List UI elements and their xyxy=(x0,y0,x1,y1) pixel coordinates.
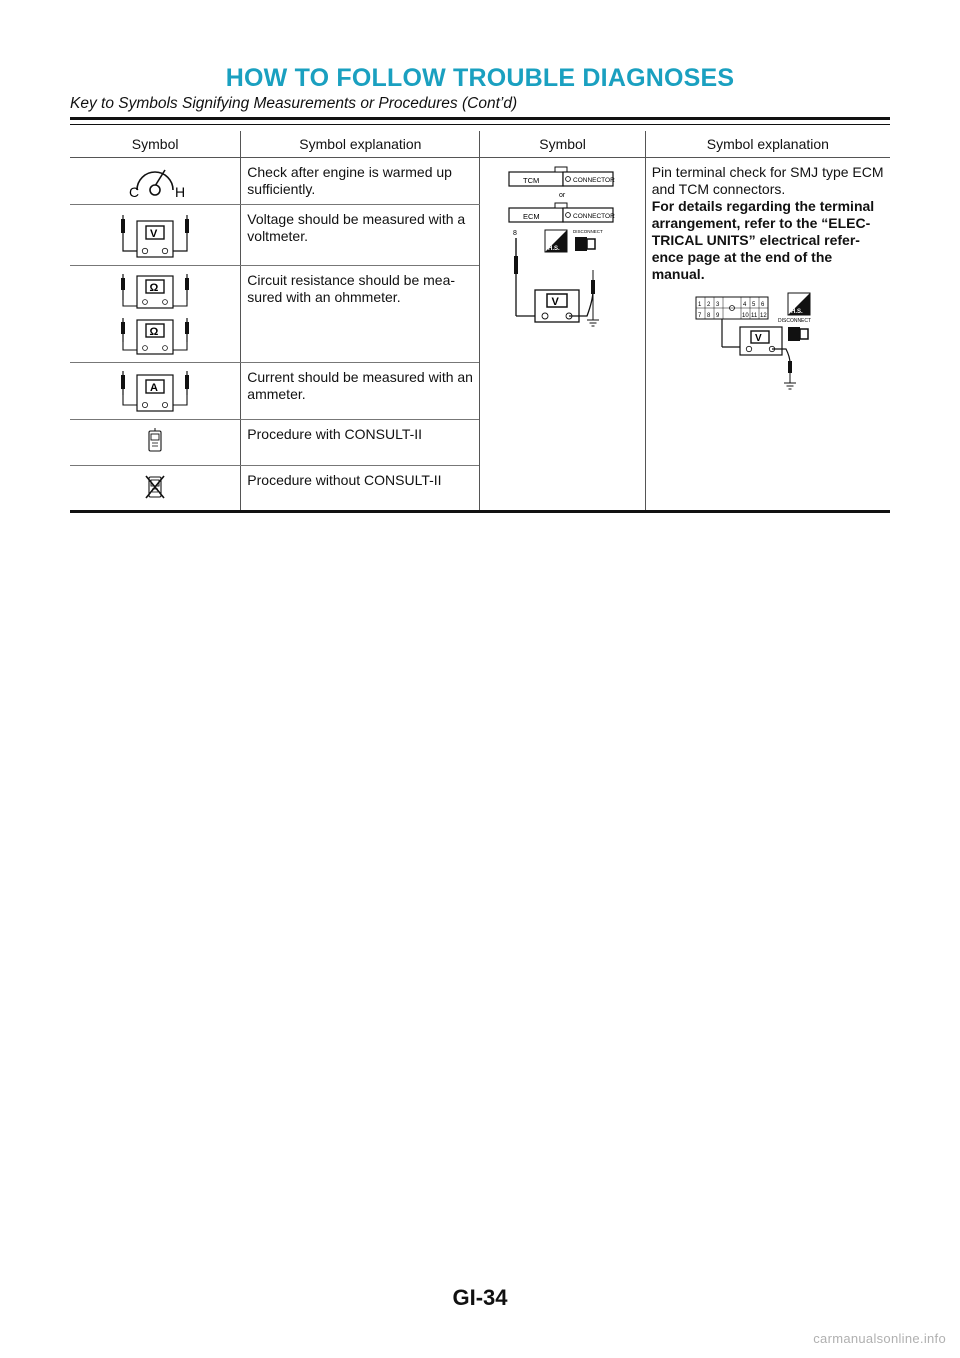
pin-label: 3 xyxy=(715,302,720,308)
explanation-cell: Voltage should be measured with a voltmeter. xyxy=(241,205,480,266)
column-header: Symbol xyxy=(70,131,241,158)
watermark: carmanualsonline.info xyxy=(813,1331,946,1346)
pin-label: 6 xyxy=(760,302,765,308)
pin-terminal-check-icon xyxy=(493,164,633,334)
connector-label: CONNECTOR xyxy=(572,177,615,184)
symbol-cell xyxy=(70,420,241,466)
pin-label: 7 xyxy=(697,313,702,319)
pin-label: 4 xyxy=(742,302,747,308)
disconnect-label: DISCONNECT xyxy=(572,229,603,234)
symbol-cell-pin-terminal xyxy=(480,158,645,512)
meter-letter: V xyxy=(551,296,559,308)
symbols-table xyxy=(70,131,890,513)
no-consult-ii-icon xyxy=(140,472,170,502)
meter-letter: V xyxy=(754,333,762,344)
ecm-label: ECM xyxy=(522,212,540,221)
symbol-cell xyxy=(70,363,241,420)
voltmeter-icon xyxy=(115,211,195,259)
pin-label: 1 xyxy=(697,302,702,308)
symbol-cell xyxy=(70,158,241,205)
ammeter-icon xyxy=(115,369,195,413)
page-number: GI-34 xyxy=(452,1285,508,1310)
pin-label: 12 xyxy=(759,313,767,319)
meter-letter: Ω xyxy=(149,282,159,294)
meter-letter: V xyxy=(150,228,158,240)
cold-label: C xyxy=(129,184,140,198)
or-label: or xyxy=(558,192,565,199)
header-rule-thin xyxy=(70,124,890,125)
pin-label: 9 xyxy=(715,313,720,319)
explanation-cell: Procedure without CONSULT-II xyxy=(241,466,480,512)
explanation-cell-pin-terminal xyxy=(645,158,890,512)
meter-letter: A xyxy=(150,382,159,394)
pin-terminal-note: For details regarding the terminal arrangement, refer to the “ELEC- TRICAL UNITS” electrical refer- ence page at the end of the manual. xyxy=(651,198,875,282)
explanation-cell: Procedure with CONSULT-II xyxy=(241,420,480,466)
symbol-cell xyxy=(70,266,241,363)
connector-pin-diagram-icon xyxy=(692,291,822,395)
pin-label: 10 xyxy=(741,313,749,319)
pin-label: 5 xyxy=(751,302,756,308)
meter-letter: Ω xyxy=(149,326,159,338)
header-rule-thick xyxy=(70,117,890,120)
hs-label: H.S. xyxy=(790,309,803,315)
pin-label: 2 xyxy=(706,302,711,308)
symbol-cell xyxy=(70,205,241,266)
pin-terminal-explanation: Pin terminal check for SMJ type ECM and TCM connectors. xyxy=(651,164,884,197)
explanation-cell: Check after engine is warmed up sufficiently. xyxy=(241,158,480,205)
explanation-cell: Current should be measured with an ammeter. xyxy=(241,363,480,420)
consult-ii-icon xyxy=(140,426,170,456)
table-row xyxy=(70,158,890,205)
column-header: Symbol explanation xyxy=(645,131,890,158)
pin-label: 8 xyxy=(706,313,711,319)
page-title: HOW TO FOLLOW TROUBLE DIAGNOSES xyxy=(225,64,735,92)
pin-label: 11 xyxy=(750,313,757,319)
tcm-label: TCM xyxy=(522,176,539,185)
hot-label: H xyxy=(175,184,186,198)
symbol-cell xyxy=(70,466,241,512)
column-header: Symbol explanation xyxy=(241,131,480,158)
page-subtitle: Key to Symbols Signifying Measurements or Procedures (Cont’d) xyxy=(70,95,518,112)
ohmmeter-icon xyxy=(115,272,195,356)
column-header: Symbol xyxy=(480,131,645,158)
explanation-cell: Circuit resistance should be mea- sured with an ohmmeter. xyxy=(241,266,480,363)
engine-warm-gauge-icon xyxy=(115,164,195,198)
connector-label: CONNECTOR xyxy=(572,213,615,220)
disconnect-label: DISCONNECT xyxy=(777,318,811,324)
table-header-row xyxy=(70,131,890,158)
hs-label: H.S. xyxy=(547,246,560,252)
terminal-number-label: 8 xyxy=(512,230,517,237)
